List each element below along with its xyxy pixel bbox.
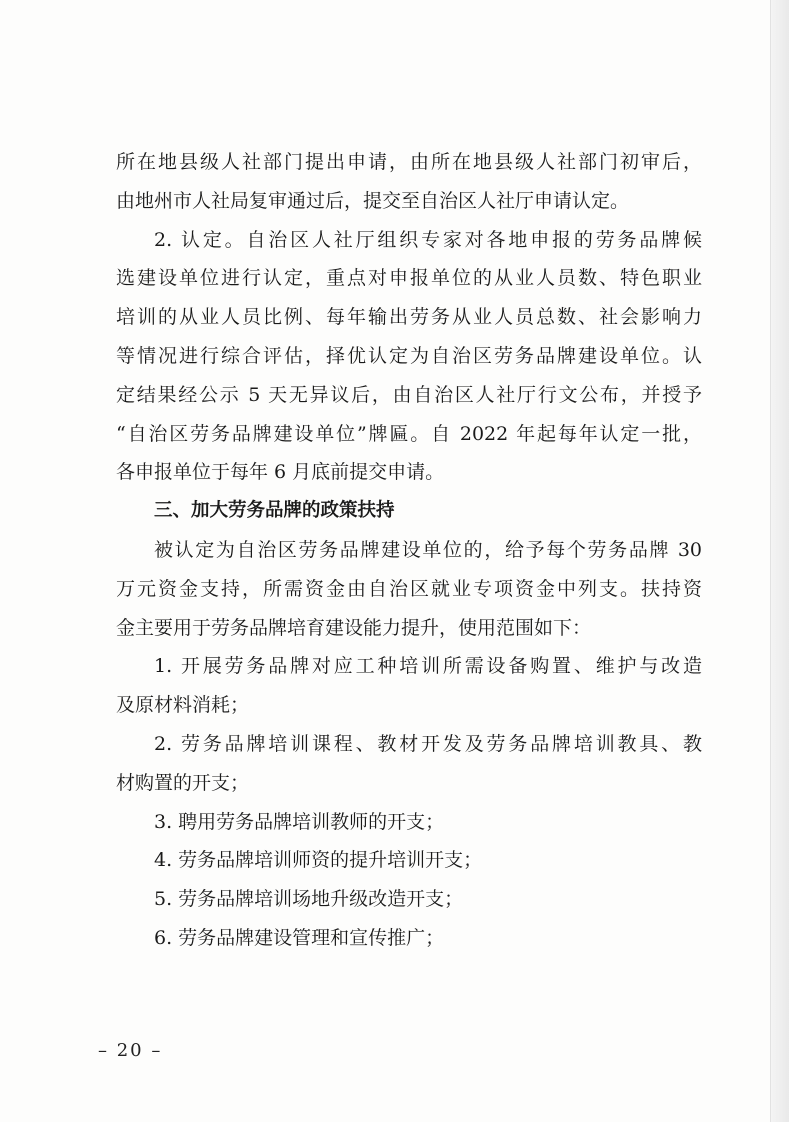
- paragraph-line: 金主要用于劳务品牌培育建设能力提升，使用范围如下：: [116, 616, 592, 639]
- paragraph-line: 培训的从业人员比例、每年输出劳务从业人员总数、社会影响力: [116, 306, 702, 329]
- paragraph-line: 各申报单位于每年 6 月底前提交申请。: [116, 461, 445, 484]
- list-item-line: 1. 开展劳务品牌对应工种培训所需设备购置、维护与改造: [154, 655, 702, 678]
- section-heading: 三、加大劳务品牌的政策扶持: [154, 500, 395, 522]
- list-item-line: 4. 劳务品牌培训师资的提升培训开支；: [154, 849, 483, 872]
- scan-edge: [770, 0, 789, 1122]
- paragraph-line: 由地州市人社局复审通过后，提交至自治区人社厅申请认定。: [116, 189, 630, 212]
- body-text: [116, 143, 702, 958]
- paragraph-line: 等情况进行综合评估，择优认定为自治区劳务品牌建设单位。认: [116, 344, 702, 367]
- list-item-line: 6. 劳务品牌建设管理和宣传推广；: [154, 926, 445, 949]
- paragraph-line: 定结果经公示 5 天无异议后，由自治区人社厅行文公布，并授予: [116, 383, 702, 406]
- paragraph-line: 所在地县级人社部门提出申请，由所在地县级人社部门初审后，: [116, 151, 702, 173]
- list-item-line: 材购置的开支；: [116, 771, 250, 794]
- list-item-line: 及原材料消耗；: [116, 694, 250, 717]
- paragraph-line: “自治区劳务品牌建设单位”牌匾。自 2022 年起每年认定一批，: [116, 422, 702, 445]
- paragraph-line: 选建设单位进行认定，重点对申报单位的从业人员数、特色职业: [116, 267, 702, 290]
- page-number: – 20 –: [98, 1040, 163, 1061]
- paragraph-line: 被认定为自治区劳务品牌建设单位的，给予每个劳务品牌 30: [154, 538, 702, 561]
- list-item-line: 3. 聘用劳务品牌培训教师的开支；: [154, 810, 445, 833]
- paragraph-line: 2. 认定。自治区人社厅组织专家对各地申报的劳务品牌候: [154, 228, 702, 251]
- paragraph-line: 万元资金支持，所需资金由自治区就业专项资金中列支。扶持资: [116, 577, 702, 600]
- list-item-line: 5. 劳务品牌培训场地升级改造开支；: [154, 888, 464, 911]
- list-item-line: 2. 劳务品牌培训课程、教材开发及劳务品牌培训教具、教: [154, 732, 702, 755]
